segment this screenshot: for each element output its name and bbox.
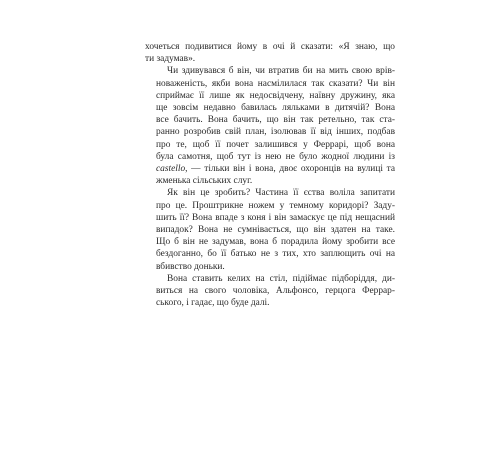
italic-word: castello — [156, 164, 186, 175]
text-line: вбивство доньки. — [156, 261, 225, 272]
text-line: виться на свого чоловіка, Альфонсо, герцога Феррар- — [156, 286, 395, 297]
paragraph-1 — [145, 41, 395, 65]
text-line: випадок? Вона не сумнівається, що він здатен на таке. — [156, 225, 395, 236]
paragraph-3 — [145, 187, 395, 272]
text-line: була самотня, щоб тут із нею не було жодної людини із — [156, 151, 395, 162]
text-line: Вона ставить келих на стіл, підіймає підборіддя, ди- — [167, 273, 395, 284]
text-line: шить її? Вона впаде з коня і він замаскує це під нещасний — [156, 212, 395, 223]
text-line: Чи здивувався б він, чи втратив би на мить свою врів- — [167, 66, 395, 77]
text-line: про це. Проштрикне ножем у темному коридорі? Заду- — [156, 200, 395, 211]
text-line: ського, і гадає, що буде далі. — [156, 298, 270, 309]
text-line: Що б він не задумав, вона б порадила йому зробити все — [156, 237, 395, 248]
text-line: сприймає її лише як недосвідчену, наївну дружину, яка — [156, 90, 395, 101]
text-line-with-italic: castello, — тільки він і вона, двоє охоронців на вулиці та — [156, 164, 395, 175]
paragraph-4 — [145, 273, 395, 310]
text-line: новаженість, якби вона насмілилася так сказати? Чи він — [156, 78, 395, 89]
text-line: хочеться подивитися йому в очі й сказати: «Я знаю, що — [145, 42, 395, 52]
text-line: жменька сільських слуг. — [156, 176, 253, 187]
text-line: про те, щоб її почет залишився у Феррарі, щоб вона — [156, 139, 395, 150]
text-line: ще зовсім недавно бавилась ляльками в дитячій? Вона — [156, 103, 395, 114]
text-line: ти задумав». — [145, 54, 196, 65]
text-line: Як він це зробить? Частина її єства воліла запитати — [167, 188, 395, 199]
text-line: все бачить. Вона бачить, що він так ретельно, так ста- — [156, 115, 395, 126]
body-text — [145, 41, 395, 309]
text-line: ранно розробив свій план, ізолював її від інших, подбав — [156, 127, 395, 138]
paragraph-2 — [145, 65, 395, 187]
text-line: бездоганно, бо її батько не з тих, хто заплющить очі на — [156, 249, 395, 260]
